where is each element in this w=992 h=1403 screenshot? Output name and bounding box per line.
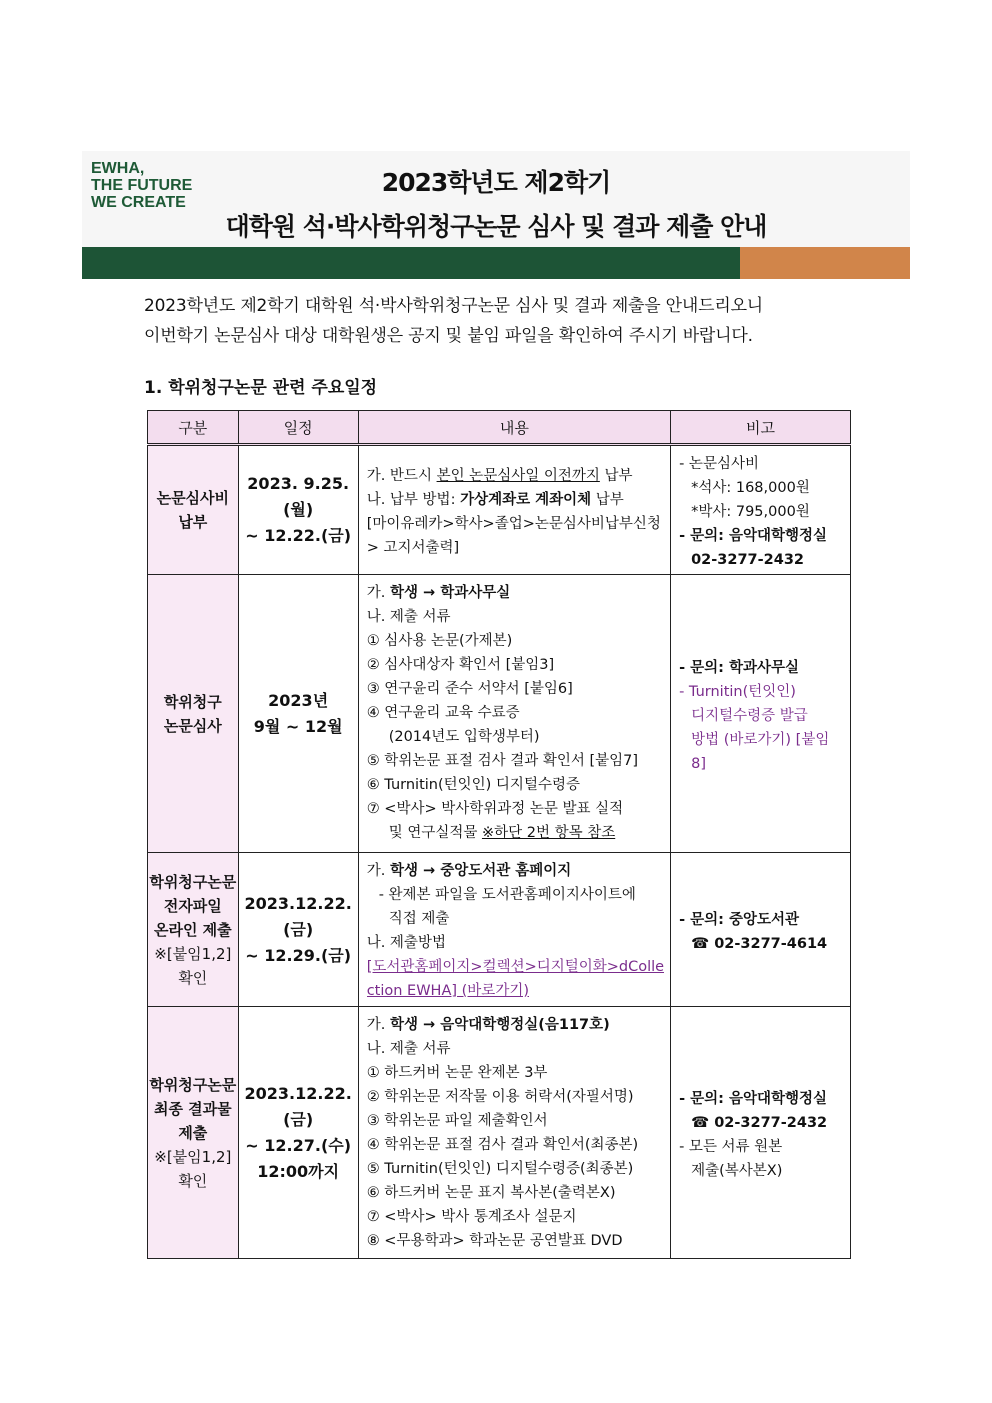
- logo-line: WE CREATE: [91, 194, 186, 211]
- note-line: - 문의: 중앙도서관: [679, 911, 800, 928]
- document-title-line1: 2023학년도 제2학기: [381, 168, 611, 197]
- category-text: 학위청구: [163, 692, 222, 711]
- header-banner: [82, 151, 910, 247]
- column-header: 구분: [148, 411, 239, 445]
- content-line: ⑦ <박사> 박사 통계조사 설문지: [366, 1209, 577, 1225]
- category-text: 최종 결과물: [153, 1099, 232, 1118]
- date-cell: [238, 575, 358, 853]
- table-row: [148, 575, 851, 853]
- date-text: 2023년: [268, 690, 329, 710]
- note-line: - 문의: 음악대학행정실: [679, 528, 828, 544]
- text: 가. 반드시: [366, 468, 437, 484]
- text: 가.: [366, 863, 390, 879]
- text: 납부: [591, 492, 624, 508]
- content-line: 나. 제출 서류: [366, 1041, 451, 1057]
- underlined-text: 본인 논문심사일 이전까지: [436, 468, 600, 484]
- bold-text: 학생 → 음악대학행정실(음117호): [389, 1017, 610, 1033]
- content-line: ⑤ Turnitin(턴잇인) 디지털수령증(최종본): [366, 1161, 634, 1177]
- document-title-line2: 대학원 석·박사학위청구논문 심사 및 결과 제출 안내: [225, 212, 767, 241]
- table-row: [148, 445, 851, 575]
- content-cell: [358, 853, 670, 1007]
- category-note: ※[붙임1,2]: [154, 1147, 232, 1166]
- content-line: [마이유레카>학사>졸업>논문심사비납부신청: [366, 516, 661, 532]
- category-text: 학위청구논문: [149, 1075, 237, 1094]
- library-link[interactable]: ction EWHA] (바로가기): [366, 983, 529, 999]
- turnitin-link[interactable]: - Turnitin(턴잇인): [679, 683, 796, 700]
- orange-band: [740, 247, 910, 279]
- intro-line: 이번학기 논문심사 대상 대학원생은 공지 및 붙임 파일을 확인하여 주시기 바랍니다.: [144, 326, 753, 346]
- content-line: ⑥ Turnitin(턴잇인) 디지털수령증: [366, 777, 580, 793]
- table-row: [148, 1007, 851, 1259]
- content-line: ② 심사대상자 확인서 [붙임3]: [366, 657, 555, 673]
- text: 가.: [366, 1017, 390, 1033]
- content-line: ① 심사용 논문(가제본): [366, 633, 513, 649]
- content-line: ④ 학위논문 표절 검사 결과 확인서(최종본): [366, 1137, 639, 1153]
- content-line: ⑦ <박사> 박사학위과정 논문 발표 실적: [366, 801, 624, 817]
- column-header: 일정: [238, 411, 358, 445]
- content-line: 직접 제출: [388, 911, 450, 927]
- content-line: ① 하드커버 논문 완제본 3부: [366, 1065, 548, 1081]
- content-line: ⑤ 학위논문 표절 검사 결과 확인서 [붙임7]: [366, 753, 638, 769]
- content-line: ② 학위논문 저작물 이용 허락서(자필서명): [366, 1089, 634, 1105]
- date-text: 2023.12.22.(금): [244, 893, 352, 939]
- category-text: 논문심사: [163, 716, 222, 735]
- bold-text: 학생 → 학과사무실: [389, 585, 511, 601]
- date-text: ~ 12.22.(금): [245, 526, 352, 545]
- logo-line: THE FUTURE: [91, 177, 193, 194]
- content-line: [367, 581, 664, 605]
- note-line: - 모든 서류 원본: [679, 1138, 783, 1155]
- note-cell: [671, 445, 851, 575]
- date-text: 2023. 9.25.(월): [247, 474, 350, 519]
- text: 나. 납부 방법:: [366, 492, 461, 508]
- note-line: - 문의: 학과사무실: [679, 659, 800, 676]
- phone-number: ☎ 02-3277-4614: [691, 935, 828, 952]
- note-cell: [671, 853, 851, 1007]
- note-line: *박사: 795,000원: [691, 504, 810, 520]
- content-line: [367, 464, 664, 488]
- content-cell: [358, 445, 670, 575]
- content-line: 나. 제출방법: [366, 935, 446, 951]
- turnitin-link[interactable]: 8]: [691, 755, 706, 772]
- schedule-table: [147, 410, 851, 1259]
- bold-text: 가상계좌로 계좌이체: [460, 492, 592, 508]
- date-cell: [238, 1007, 358, 1259]
- content-line: ⑥ 하드커버 논문 표지 복사본(출력본X): [366, 1185, 616, 1201]
- logo-line: EWHA,: [91, 160, 145, 177]
- content-cell: [358, 1007, 670, 1259]
- underlined-text: ※하단 2번 항목 참조: [481, 825, 616, 841]
- category-cell: [148, 853, 239, 1007]
- content-line: ③ 연구윤리 준수 서약서 [붙임6]: [366, 681, 573, 697]
- note-line: 제출(복사본X): [691, 1162, 783, 1179]
- note-line: - 문의: 음악대학행정실: [679, 1090, 828, 1107]
- content-line: 나. 제출 서류: [366, 609, 451, 625]
- turnitin-link[interactable]: 방법 (바로가기) [붙임: [691, 731, 830, 748]
- content-line: [367, 488, 664, 512]
- note-line: *석사: 168,000원: [691, 480, 810, 496]
- category-note: ※[붙임1,2]: [154, 944, 232, 963]
- table-row: [148, 853, 851, 1007]
- category-text: 제출: [178, 1123, 208, 1142]
- category-cell: [148, 575, 239, 853]
- category-note: 확인: [178, 968, 208, 987]
- category-note: 확인: [178, 1171, 208, 1190]
- phone-number: ☎ 02-3277-2432: [691, 1114, 828, 1131]
- text: 납부: [599, 468, 633, 484]
- content-line: - 완제본 파일을 도서관홈페이지사이트에: [378, 887, 636, 903]
- turnitin-link[interactable]: 디지털수령증 발급: [691, 707, 808, 724]
- date-text: 9월 ~ 12월: [253, 716, 343, 736]
- note-line: - 논문심사비: [679, 456, 759, 472]
- date-cell: [238, 853, 358, 1007]
- date-cell: [238, 445, 358, 575]
- content-line: > 고지서출력]: [366, 540, 460, 556]
- category-text: 납부: [178, 513, 208, 531]
- content-line: [367, 859, 664, 883]
- category-text: 학위청구논문: [149, 872, 237, 891]
- bold-text: 학생 → 중앙도서관 홈페이지: [389, 863, 572, 879]
- text: 가.: [366, 585, 390, 601]
- date-text: 2023.12.22.(금): [244, 1083, 352, 1129]
- content-cell: [358, 575, 670, 853]
- content-line: ④ 연구윤리 교육 수료증: [366, 705, 520, 721]
- table-header-row: [148, 411, 851, 445]
- text: 및 연구실적물: [388, 825, 482, 841]
- column-header: 내용: [358, 411, 670, 445]
- content-line: [367, 1013, 664, 1037]
- green-band: [82, 247, 740, 279]
- content-line: ⑧ <무용학과> 학과논문 공연발표 DVD: [366, 1233, 623, 1249]
- content-line: ③ 학위논문 파일 제출확인서: [366, 1113, 548, 1129]
- date-text: ~ 12.29.(금): [245, 945, 352, 965]
- category-text: 전자파일: [163, 896, 222, 915]
- content-line: [367, 821, 664, 845]
- category-text: 논문심사비: [156, 489, 230, 507]
- note-cell: [671, 575, 851, 853]
- category-cell: [148, 1007, 239, 1259]
- section-title: 1. 학위청구논문 관련 주요일정: [144, 378, 378, 398]
- date-text: 12:00까지: [257, 1161, 340, 1181]
- intro-line: 2023학년도 제2학기 대학원 석·박사학위청구논문 심사 및 결과 제출을 안내드리오니: [144, 296, 764, 316]
- library-link[interactable]: [도서관홈페이지>컬렉션>디지털이화>dColle: [366, 959, 665, 975]
- date-text: ~ 12.27.(수): [245, 1135, 352, 1155]
- column-header: 비고: [671, 411, 851, 445]
- note-cell: [671, 1007, 851, 1259]
- category-text: 온라인 제출: [153, 920, 232, 939]
- content-line: (2014년도 입학생부터): [388, 729, 540, 745]
- intro-paragraph: [144, 291, 864, 351]
- category-cell: [148, 445, 239, 575]
- phone-number: 02-3277-2432: [691, 552, 805, 568]
